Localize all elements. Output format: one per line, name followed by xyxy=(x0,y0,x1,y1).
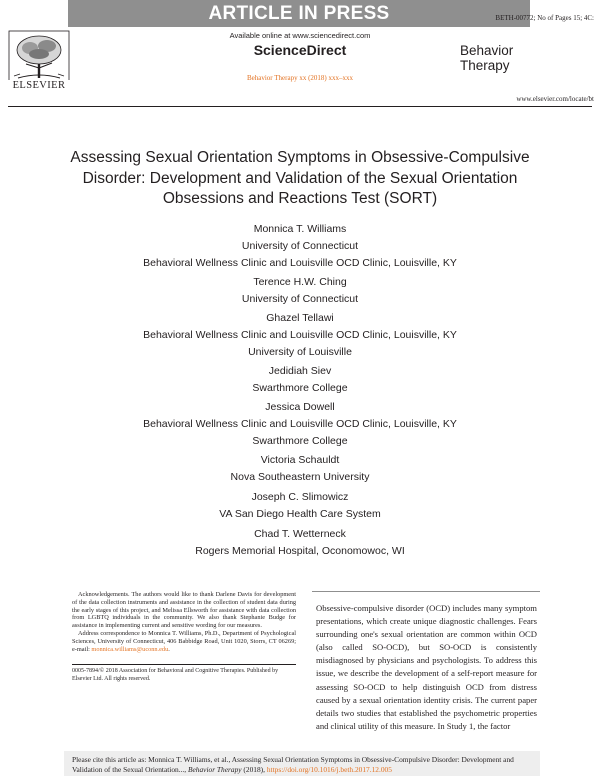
author-block xyxy=(40,221,560,272)
header-divider xyxy=(8,106,592,107)
article-in-press-banner: ARTICLE IN PRESS xyxy=(68,0,530,27)
author-name: Monnica T. Williams xyxy=(253,223,347,235)
author-affiliation: University of Louisville xyxy=(248,346,352,358)
author-affiliation: Behavioral Wellness Clinic and Louisville OCD Clinic, Louisville, KY xyxy=(143,329,457,341)
available-online-text: Available online at www.sciencedirect.com xyxy=(229,31,371,40)
author-name: Jessica Dowell xyxy=(265,401,335,413)
elsevier-wordmark: ELSEVIER xyxy=(8,80,70,91)
address-text: Address correspondence to Monnica T. Williams, Ph.D., Department of Psychological Sciences, University of Connecticut, 406 Babbidge Road, Unit 1020, Storrs, CT 06269; e-mail: xyxy=(72,629,296,653)
abstract-text: Obsessive-compulsive disorder (OCD) includes many symptom presentations, which create unique diagnostic challenges. Fears surrounding one's sexual orientation are common within OCD (also called SO-OCD), but SO-OCD is consistently misdiagnosed by physicians and psychologists. To address this issue, we describe the development of a self-report measure for assessing SO-OCD to help distinguish OCD from distress caused by a sexual orientation identity crisis. The current paper details two studies that established the psychometric properties and clinical utility of this measure. In Study 1, the factor xyxy=(316,603,537,731)
journal-citation: Behavior Therapy xx (2018) xxx–xxx xyxy=(246,74,353,82)
copyright-notice: 0005-7894/© 2018 Association for Behavioral and Cognitive Therapies. Published by Elsevier Ltd. All rights reserved. xyxy=(72,668,279,682)
author-block xyxy=(40,274,560,308)
author-name: Jedidiah Siev xyxy=(268,365,332,377)
author-name: Victoria Schauldt xyxy=(260,454,340,466)
author-block xyxy=(40,399,560,450)
author-affiliation: Behavioral Wellness Clinic and Louisville OCD Clinic, Louisville, KY xyxy=(143,257,457,269)
ack-label: Acknowledgements. xyxy=(78,591,130,598)
author-name: Joseph C. Slimowicz xyxy=(251,491,349,503)
author-affiliation: Rogers Memorial Hospital, Oconomowoc, WI xyxy=(195,545,405,557)
footnotes xyxy=(72,591,296,653)
article-code: BETH-00772; No of Pages 15; 4C: xyxy=(495,14,594,22)
doi-link[interactable]: https://doi.org/10.1016/j.beth.2017.12.005 xyxy=(266,764,392,774)
author-name: Ghazel Tellawi xyxy=(266,312,334,324)
acknowledgements xyxy=(72,591,296,630)
cite-prefix: Please cite this article as: Monnica T. Williams, et al., Assessing Sexual Orientation Symptoms in Obsessive-Compulsive Disorder: Development and Validation of the Sexual Orientation..., xyxy=(72,755,514,774)
correspondence xyxy=(72,630,296,653)
author-block xyxy=(40,452,560,486)
cite-this-article-box xyxy=(64,751,540,776)
author-affiliation: Swarthmore College xyxy=(252,435,348,447)
author-affiliation: Swarthmore College xyxy=(252,382,348,394)
author-affiliation: University of Connecticut xyxy=(241,240,359,252)
author-name: Terence H.W. Ching xyxy=(253,276,347,288)
cite-journal: Behavior Therapy xyxy=(187,764,242,774)
cite-year: (2018), xyxy=(241,764,265,774)
journal-name xyxy=(460,44,540,73)
author-block xyxy=(40,489,560,523)
author-affiliation: Behavioral Wellness Clinic and Louisville OCD Clinic, Louisville, KY xyxy=(143,418,457,430)
journal-name-line1: Behavior xyxy=(460,43,514,58)
email-suffix: . xyxy=(168,645,170,653)
ack-text: The authors would like to thank Darlene Davis for development of the data collection instruments and assistance in the collection of student data during the early stages of this project, and Melissa Ellsworth for assistance with data collection from LGBTQ individuals in the community. We also thank Stephanie Budge for assistance in implementing current and sensitive wording for our measures. xyxy=(72,591,296,630)
footnote-divider xyxy=(72,664,296,665)
author-affiliation: Nova Southeastern University xyxy=(230,471,370,483)
author-affiliation: VA San Diego Health Care System xyxy=(219,508,381,520)
journal-name-line2: Therapy xyxy=(460,57,510,73)
author-block xyxy=(40,526,560,560)
journal-url[interactable]: www.elsevier.com/locate/bt xyxy=(516,95,594,103)
paper-title: Assessing Sexual Orientation Symptoms in Obsessive-Compulsive Disorder: Development and Validation of the Sexual Orientation Obsessions and Reactions Test (SORT) xyxy=(70,149,530,207)
author-name: Chad T. Wetterneck xyxy=(254,528,346,540)
sciencedirect-brand: ScienceDirect xyxy=(253,42,347,58)
correspondence-email-link[interactable]: monnica.williams@uconn.edu xyxy=(91,645,169,653)
author-affiliation: University of Connecticut xyxy=(241,293,359,305)
author-block xyxy=(40,310,560,361)
author-block xyxy=(40,363,560,397)
